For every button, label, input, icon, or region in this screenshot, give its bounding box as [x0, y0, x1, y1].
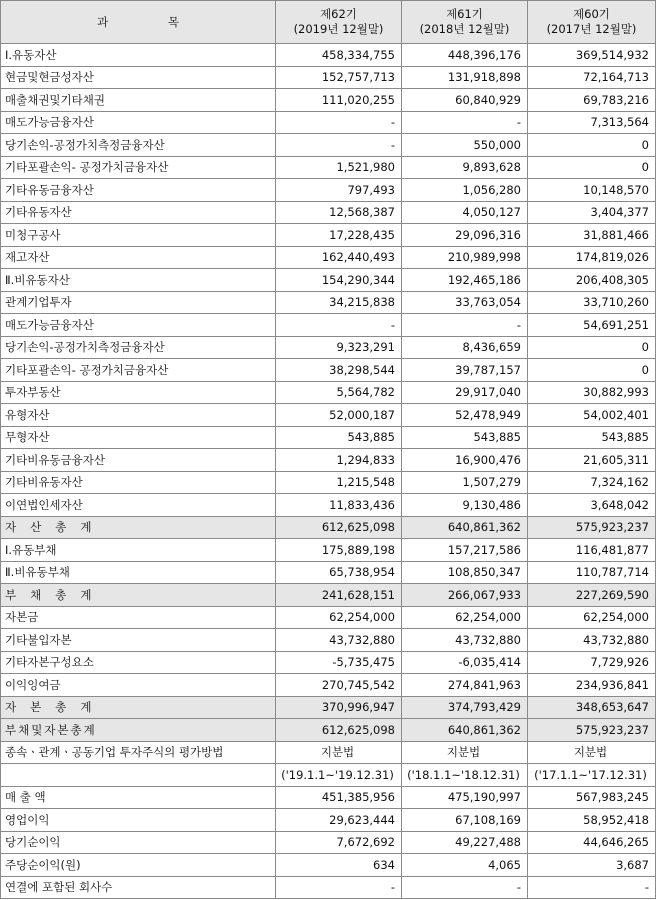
- value-cell: 7,729,926: [528, 651, 656, 674]
- row-label: Ⅱ.비유동자산: [1, 269, 276, 292]
- row-label: 주당순이익(원): [1, 854, 276, 877]
- table-row: [1, 831, 656, 854]
- table-row: [1, 854, 656, 877]
- row-label: 부채및자본총계: [1, 719, 276, 742]
- value-cell: 575,923,237: [528, 516, 656, 539]
- value-cell: 110,787,714: [528, 561, 656, 584]
- header-row: [1, 1, 656, 44]
- value-cell: 550,000: [402, 134, 528, 157]
- value-cell: 475,190,997: [402, 786, 528, 809]
- row-label: 미청구공사: [1, 224, 276, 247]
- value-cell: 206,408,305: [528, 269, 656, 292]
- value-cell: 370,996,947: [276, 696, 402, 719]
- value-cell: 58,952,418: [528, 809, 656, 832]
- value-cell: 157,217,586: [402, 539, 528, 562]
- value-cell: 33,763,054: [402, 291, 528, 314]
- value-cell: 지분법: [402, 741, 528, 764]
- row-label: Ⅱ.비유동부채: [1, 561, 276, 584]
- value-cell: 60,840,929: [402, 89, 528, 112]
- row-label: Ⅰ.유동부채: [1, 539, 276, 562]
- value-cell: 0: [528, 359, 656, 382]
- table-row: [1, 606, 656, 629]
- table-body: [1, 44, 656, 899]
- value-cell: -: [276, 314, 402, 337]
- value-cell: 49,227,488: [402, 831, 528, 854]
- value-cell: 65,738,954: [276, 561, 402, 584]
- row-label: 자본총계: [1, 696, 276, 719]
- table-row: [1, 741, 656, 764]
- value-cell: 3,404,377: [528, 201, 656, 224]
- total-row: [1, 719, 656, 742]
- value-cell: 16,900,476: [402, 449, 528, 472]
- table-row: [1, 269, 656, 292]
- table-row: [1, 449, 656, 472]
- value-cell: 29,917,040: [402, 381, 528, 404]
- value-cell: 7,313,564: [528, 111, 656, 134]
- value-cell: 62,254,000: [276, 606, 402, 629]
- row-label: 당기손익-공정가치측정금융자산: [1, 134, 276, 157]
- value-cell: 67,108,169: [402, 809, 528, 832]
- row-label: 현금및현금성자산: [1, 66, 276, 89]
- table-row: [1, 89, 656, 112]
- value-cell: 9,130,486: [402, 494, 528, 517]
- value-cell: 7,324,162: [528, 471, 656, 494]
- table-row: [1, 561, 656, 584]
- row-label: 기타포괄손익- 공정가치금융자산: [1, 156, 276, 179]
- value-cell: -: [276, 876, 402, 899]
- value-cell: 116,481,877: [528, 539, 656, 562]
- value-cell: 33,710,260: [528, 291, 656, 314]
- row-label: 기타자본구성요소: [1, 651, 276, 674]
- value-cell: 348,653,647: [528, 696, 656, 719]
- value-cell: -: [528, 876, 656, 899]
- value-cell: 543,885: [276, 426, 402, 449]
- value-cell: 241,628,151: [276, 584, 402, 607]
- period-column-header: [276, 1, 402, 44]
- period-date: (2018년 12월말): [419, 22, 510, 36]
- table-row: [1, 359, 656, 382]
- row-label: 종속ㆍ관계ㆍ공동기업 투자주식의 평가방법: [1, 741, 276, 764]
- row-label: 당기순이익: [1, 831, 276, 854]
- value-cell: 634: [276, 854, 402, 877]
- value-cell: 154,290,344: [276, 269, 402, 292]
- value-cell: -: [276, 111, 402, 134]
- table-row: [1, 786, 656, 809]
- value-cell: 210,989,998: [402, 246, 528, 269]
- account-column-header: 과 목: [1, 1, 276, 44]
- table-row: [1, 809, 656, 832]
- value-cell: 3,648,042: [528, 494, 656, 517]
- table-row: [1, 426, 656, 449]
- table-row: [1, 471, 656, 494]
- value-cell: 175,889,198: [276, 539, 402, 562]
- value-cell: 38,298,544: [276, 359, 402, 382]
- value-cell: 192,465,186: [402, 269, 528, 292]
- value-cell: 54,691,251: [528, 314, 656, 337]
- value-cell: -5,735,475: [276, 651, 402, 674]
- row-label: 매출채권및기타채권: [1, 89, 276, 112]
- value-cell: 29,623,444: [276, 809, 402, 832]
- row-label: 관계기업투자: [1, 291, 276, 314]
- value-cell: ('19.1.1~'19.12.31): [276, 764, 402, 787]
- row-label: 기타비유동자산: [1, 471, 276, 494]
- period-date: (2019년 12월말): [293, 22, 384, 36]
- value-cell: 640,861,362: [402, 719, 528, 742]
- table-row: [1, 44, 656, 67]
- period-title: 제61기: [446, 7, 483, 21]
- value-cell: 30,882,993: [528, 381, 656, 404]
- period-title: 제60기: [573, 7, 610, 21]
- value-cell: 152,757,713: [276, 66, 402, 89]
- row-label: [1, 764, 276, 787]
- value-cell: 39,787,157: [402, 359, 528, 382]
- value-cell: 34,215,838: [276, 291, 402, 314]
- value-cell: 7,672,692: [276, 831, 402, 854]
- value-cell: 17,228,435: [276, 224, 402, 247]
- row-label: 기타불입자본: [1, 629, 276, 652]
- value-cell: 9,893,628: [402, 156, 528, 179]
- table-row: [1, 246, 656, 269]
- row-label: 유형자산: [1, 404, 276, 427]
- value-cell: 43,732,880: [402, 629, 528, 652]
- value-cell: -: [402, 111, 528, 134]
- value-cell: 8,436,659: [402, 336, 528, 359]
- value-cell: 1,294,833: [276, 449, 402, 472]
- value-cell: 52,478,949: [402, 404, 528, 427]
- value-cell: 1,507,279: [402, 471, 528, 494]
- table-row: [1, 381, 656, 404]
- value-cell: ('18.1.1~'18.12.31): [402, 764, 528, 787]
- row-label: 이연법인세자산: [1, 494, 276, 517]
- total-row: [1, 584, 656, 607]
- table-row: [1, 291, 656, 314]
- table-row: [1, 876, 656, 899]
- row-label: 매 출 액: [1, 786, 276, 809]
- value-cell: 1,215,548: [276, 471, 402, 494]
- value-cell: 43,732,880: [276, 629, 402, 652]
- value-cell: 234,936,841: [528, 674, 656, 697]
- table-row: [1, 224, 656, 247]
- row-label: 무형자산: [1, 426, 276, 449]
- value-cell: 111,020,255: [276, 89, 402, 112]
- value-cell: 174,819,026: [528, 246, 656, 269]
- table-row: [1, 156, 656, 179]
- table-row: [1, 134, 656, 157]
- value-cell: 11,833,436: [276, 494, 402, 517]
- value-cell: 374,793,429: [402, 696, 528, 719]
- row-label: 부채총계: [1, 584, 276, 607]
- value-cell: 1,521,980: [276, 156, 402, 179]
- row-label: 영업이익: [1, 809, 276, 832]
- value-cell: 5,564,782: [276, 381, 402, 404]
- table-header: [1, 1, 656, 44]
- value-cell: 0: [528, 134, 656, 157]
- value-cell: 227,269,590: [528, 584, 656, 607]
- value-cell: 43,732,880: [528, 629, 656, 652]
- value-cell: 270,745,542: [276, 674, 402, 697]
- value-cell: 12,568,387: [276, 201, 402, 224]
- value-cell: 162,440,493: [276, 246, 402, 269]
- value-cell: -: [402, 314, 528, 337]
- value-cell: -: [402, 876, 528, 899]
- row-label: Ⅰ.유동자산: [1, 44, 276, 67]
- value-cell: 72,164,713: [528, 66, 656, 89]
- table-row: [1, 66, 656, 89]
- row-label: 당기손익-공정가치측정금융자산: [1, 336, 276, 359]
- value-cell: 지분법: [528, 741, 656, 764]
- table-row: [1, 179, 656, 202]
- table-row: [1, 314, 656, 337]
- value-cell: 21,605,311: [528, 449, 656, 472]
- row-label: 투자부동산: [1, 381, 276, 404]
- value-cell: 1,056,280: [402, 179, 528, 202]
- value-cell: 3,687: [528, 854, 656, 877]
- value-cell: 612,625,098: [276, 719, 402, 742]
- value-cell: 0: [528, 156, 656, 179]
- row-label: 기타유동자산: [1, 201, 276, 224]
- value-cell: ('17.1.1~'17.12.31): [528, 764, 656, 787]
- value-cell: 369,514,932: [528, 44, 656, 67]
- value-cell: 62,254,000: [402, 606, 528, 629]
- value-cell: 451,385,956: [276, 786, 402, 809]
- value-cell: 797,493: [276, 179, 402, 202]
- row-label: 연결에 포함된 회사수: [1, 876, 276, 899]
- row-label: 기타포괄손익- 공정가치금융자산: [1, 359, 276, 382]
- table-row: [1, 111, 656, 134]
- value-cell: 448,396,176: [402, 44, 528, 67]
- value-cell: 0: [528, 336, 656, 359]
- total-row: [1, 696, 656, 719]
- value-cell: 131,918,898: [402, 66, 528, 89]
- table-row: [1, 201, 656, 224]
- value-cell: 266,067,933: [402, 584, 528, 607]
- row-label: 재고자산: [1, 246, 276, 269]
- value-cell: 29,096,316: [402, 224, 528, 247]
- value-cell: 44,646,265: [528, 831, 656, 854]
- value-cell: 543,885: [402, 426, 528, 449]
- value-cell: 10,148,570: [528, 179, 656, 202]
- period-column-header: [402, 1, 528, 44]
- table-row: [1, 539, 656, 562]
- row-label: 매도가능금융자산: [1, 111, 276, 134]
- value-cell: 52,000,187: [276, 404, 402, 427]
- total-row: [1, 516, 656, 539]
- value-cell: 62,254,000: [528, 606, 656, 629]
- value-cell: 54,002,401: [528, 404, 656, 427]
- table-row: [1, 404, 656, 427]
- row-label: 자본금: [1, 606, 276, 629]
- table-row: [1, 651, 656, 674]
- value-cell: 612,625,098: [276, 516, 402, 539]
- table-row: [1, 629, 656, 652]
- value-cell: 108,850,347: [402, 561, 528, 584]
- table-row: [1, 674, 656, 697]
- row-label: 기타유동금융자산: [1, 179, 276, 202]
- value-cell: 567,983,245: [528, 786, 656, 809]
- row-label: 기타비유동금융자산: [1, 449, 276, 472]
- value-cell: 69,783,216: [528, 89, 656, 112]
- table-row: [1, 336, 656, 359]
- value-cell: -6,035,414: [402, 651, 528, 674]
- value-cell: 458,334,755: [276, 44, 402, 67]
- row-label: 매도가능금융자산: [1, 314, 276, 337]
- table-row: [1, 764, 656, 787]
- value-cell: 640,861,362: [402, 516, 528, 539]
- row-label: 자산총계: [1, 516, 276, 539]
- value-cell: -: [276, 134, 402, 157]
- value-cell: 4,050,127: [402, 201, 528, 224]
- period-date: (2017년 12월말): [546, 22, 637, 36]
- period-title: 제62기: [320, 7, 357, 21]
- value-cell: 575,923,237: [528, 719, 656, 742]
- value-cell: 4,065: [402, 854, 528, 877]
- row-label: 이익잉여금: [1, 674, 276, 697]
- value-cell: 543,885: [528, 426, 656, 449]
- value-cell: 9,323,291: [276, 336, 402, 359]
- value-cell: 31,881,466: [528, 224, 656, 247]
- value-cell: 지분법: [276, 741, 402, 764]
- table-row: [1, 494, 656, 517]
- period-column-header: [528, 1, 656, 44]
- value-cell: 274,841,963: [402, 674, 528, 697]
